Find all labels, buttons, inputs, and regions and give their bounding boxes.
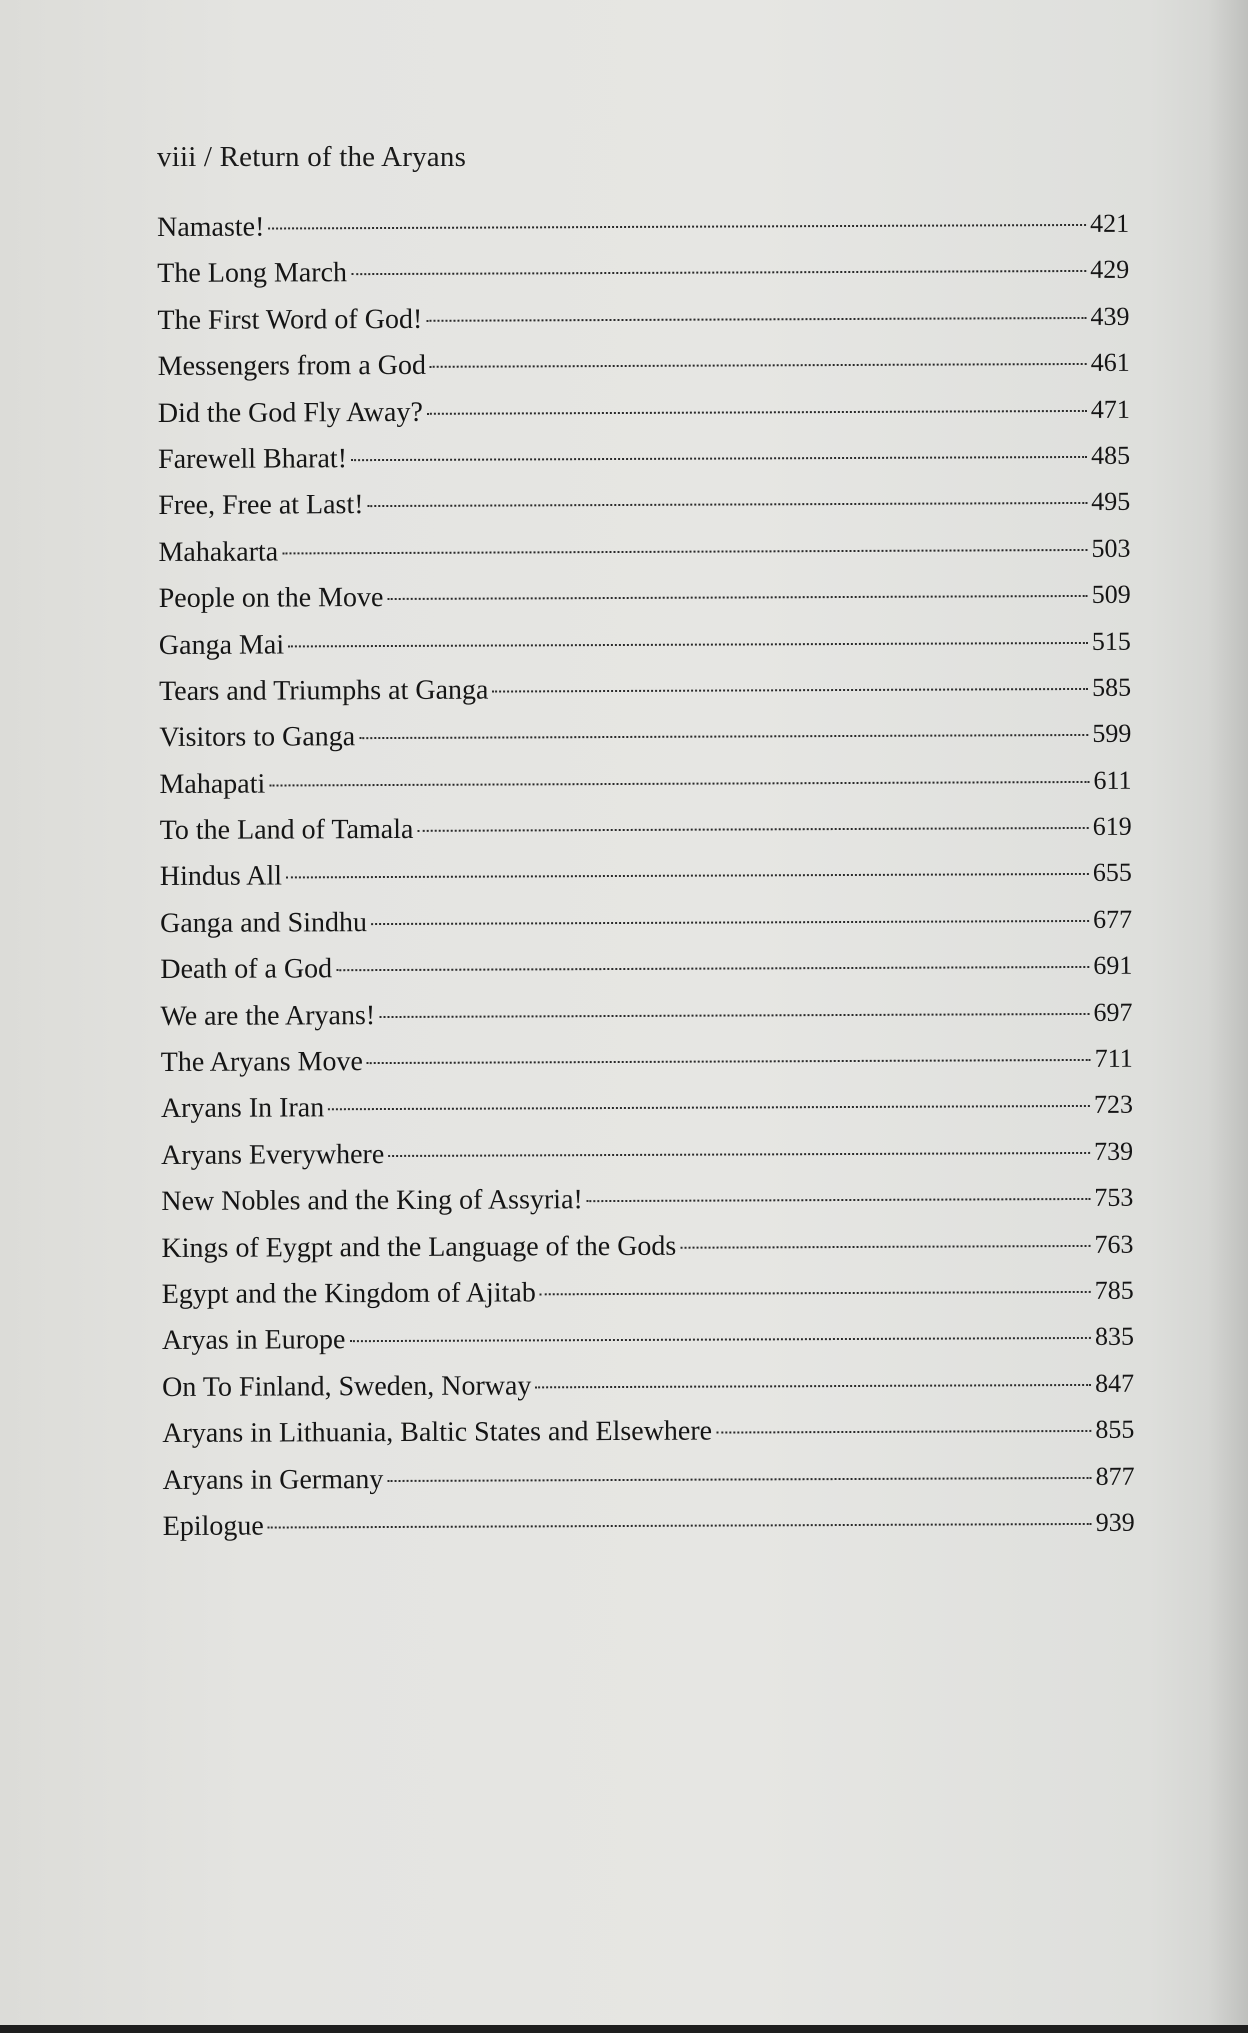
toc-entry-title: Kings of Eygpt and the Language of the Gods (161, 1230, 677, 1264)
toc-entry-page-number: 421 (1089, 208, 1130, 238)
toc-entry-page-number: 753 (1094, 1182, 1134, 1213)
toc-entry (159, 579, 1131, 630)
toc-entry (162, 1275, 1134, 1326)
toc-entry (159, 764, 1131, 815)
toc-entry-page-number: 461 (1090, 347, 1130, 378)
toc-entry-page-number: 723 (1093, 1090, 1133, 1120)
toc-entry-title: We are the Aryans! (160, 999, 376, 1032)
toc-entry (161, 1043, 1133, 1094)
toc-entry (161, 1182, 1133, 1233)
toc-entry-page-number: 855 (1095, 1414, 1135, 1445)
toc-entry-page-number: 471 (1090, 394, 1130, 424)
toc-entry-title: Hindus All (159, 860, 283, 893)
toc-entry (157, 208, 1129, 259)
toc-entry (161, 1089, 1133, 1140)
toc-entry-title: Aryans in Germany (162, 1463, 384, 1496)
dot-leader (540, 1291, 1091, 1295)
toc-entry (158, 532, 1130, 583)
toc-entry-page-number: 429 (1090, 255, 1130, 285)
toc-entry-title: Did the God Fly Away? (157, 396, 423, 429)
dot-leader (426, 317, 1086, 322)
dot-leader (367, 1059, 1091, 1064)
toc-entry-title: To the Land of Tamala (159, 813, 414, 847)
toc-entry-title: On To Finland, Sweden, Norway (162, 1370, 532, 1403)
dot-leader (328, 1105, 1090, 1110)
dot-leader (368, 502, 1088, 507)
dot-leader (268, 224, 1086, 230)
toc-entry-page-number: 509 (1091, 579, 1131, 610)
toc-entry (157, 301, 1129, 352)
toc-entry (157, 254, 1129, 305)
toc-entry (158, 393, 1130, 444)
dot-leader (492, 688, 1088, 693)
toc-entry-title: Aryans in Lithuania, Baltic States and Elsewhere (162, 1415, 713, 1450)
dot-leader (587, 1198, 1091, 1202)
toc-entry-page-number: 515 (1091, 626, 1131, 656)
toc-entry-title: Epilogue (162, 1510, 264, 1542)
dot-leader (282, 549, 1087, 555)
toc-entry-page-number: 655 (1092, 858, 1132, 888)
spine-shadow (1208, 0, 1248, 2025)
dot-leader (351, 456, 1087, 461)
toc-entry-title: Ganga Mai (158, 628, 285, 661)
page-bottom-edge (0, 2025, 1248, 2033)
toc-entry-page-number: 691 (1093, 951, 1133, 981)
dot-leader (351, 270, 1086, 275)
toc-entry-page-number: 503 (1091, 533, 1131, 563)
dot-leader (379, 1013, 1089, 1018)
toc-entry (160, 950, 1132, 1001)
dot-leader (716, 1430, 1091, 1434)
toc-entry-page-number: 677 (1093, 904, 1133, 934)
dot-leader (349, 1337, 1090, 1342)
dot-leader (269, 781, 1089, 787)
toc-entry (160, 857, 1132, 908)
dot-leader (680, 1245, 1090, 1249)
dot-leader (336, 966, 1089, 971)
toc-entry-page-number: 763 (1094, 1229, 1134, 1259)
toc-entry-title: The Long March (157, 257, 348, 290)
toc-entry-title: Farewell Bharat! (158, 443, 348, 475)
toc-entry-title: People on the Move (158, 582, 384, 615)
toc-entry (162, 1368, 1134, 1419)
toc-entry-page-number: 697 (1093, 997, 1133, 1027)
dot-leader (388, 1152, 1090, 1157)
toc-entry-title: Mahakarta (158, 536, 279, 568)
toc-entry-page-number: 619 (1092, 811, 1132, 842)
toc-entry-title: Mahapati (159, 768, 266, 800)
toc-entry-title: Ganga and Sindhu (160, 906, 368, 939)
dot-leader (417, 827, 1088, 832)
toc-entry-title: Aryans Everywhere (161, 1138, 385, 1171)
toc-entry (158, 440, 1130, 491)
toc-entry (163, 1507, 1135, 1558)
toc-entry-page-number: 847 (1095, 1368, 1135, 1398)
toc-entry-title: Messengers from a God (157, 349, 427, 383)
dot-leader (387, 1476, 1091, 1481)
toc-entry-title: The First Word of God! (157, 303, 423, 336)
toc-entry (158, 347, 1130, 398)
dot-leader (430, 363, 1087, 368)
dot-leader (288, 641, 1088, 646)
toc-entry (158, 486, 1130, 537)
toc-entry-title: Namaste! (157, 211, 265, 243)
toc-entry (162, 1414, 1134, 1465)
toc-entry (160, 904, 1132, 955)
toc-entry (159, 718, 1131, 769)
toc-entry-page-number: 611 (1093, 765, 1132, 795)
toc-entry-title: Aryans In Iran (160, 1092, 325, 1125)
dot-leader (427, 410, 1087, 415)
toc-entry-title: Egypt and the Kingdom of Ajitab (161, 1277, 536, 1310)
toc-entry-title: The Aryans Move (160, 1046, 363, 1079)
dot-leader (387, 595, 1087, 600)
toc-entry-page-number: 485 (1091, 440, 1131, 470)
dot-leader (286, 873, 1089, 879)
toc-entry-page-number: 785 (1094, 1275, 1134, 1305)
toc-entry (162, 1460, 1134, 1511)
toc-entry-title: Death of a God (160, 953, 333, 986)
table-of-contents (157, 208, 1135, 1558)
toc-entry (160, 811, 1132, 862)
toc-entry-page-number: 495 (1091, 487, 1131, 517)
toc-entry-page-number: 711 (1094, 1043, 1133, 1073)
toc-entry-page-number: 585 (1092, 672, 1132, 702)
dot-leader (371, 920, 1089, 925)
dot-leader (268, 1523, 1092, 1529)
toc-entry-page-number: 739 (1094, 1136, 1134, 1166)
toc-entry-title: Aryas in Europe (161, 1324, 346, 1357)
toc-entry-page-number: 877 (1095, 1461, 1135, 1491)
running-head: viii / Return of the Aryans (157, 141, 467, 173)
dot-leader (535, 1384, 1091, 1388)
toc-entry-page-number: 599 (1092, 719, 1132, 749)
toc-entry-page-number: 835 (1094, 1322, 1134, 1352)
toc-entry-title: Visitors to Ganga (159, 721, 356, 754)
toc-entry (161, 1228, 1133, 1279)
toc-entry-page-number: 939 (1095, 1507, 1135, 1537)
toc-entry-title: New Nobles and the King of Assyria! (161, 1184, 583, 1218)
toc-entry (160, 996, 1132, 1047)
toc-entry (159, 625, 1131, 676)
toc-entry (161, 1136, 1133, 1187)
toc-entry-title: Free, Free at Last! (158, 489, 364, 522)
toc-entry-title: Tears and Triumphs at Ganga (159, 674, 489, 707)
toc-entry (162, 1321, 1134, 1372)
toc-entry-page-number: 439 (1090, 301, 1130, 331)
dot-leader (359, 734, 1088, 739)
toc-entry (159, 672, 1131, 723)
